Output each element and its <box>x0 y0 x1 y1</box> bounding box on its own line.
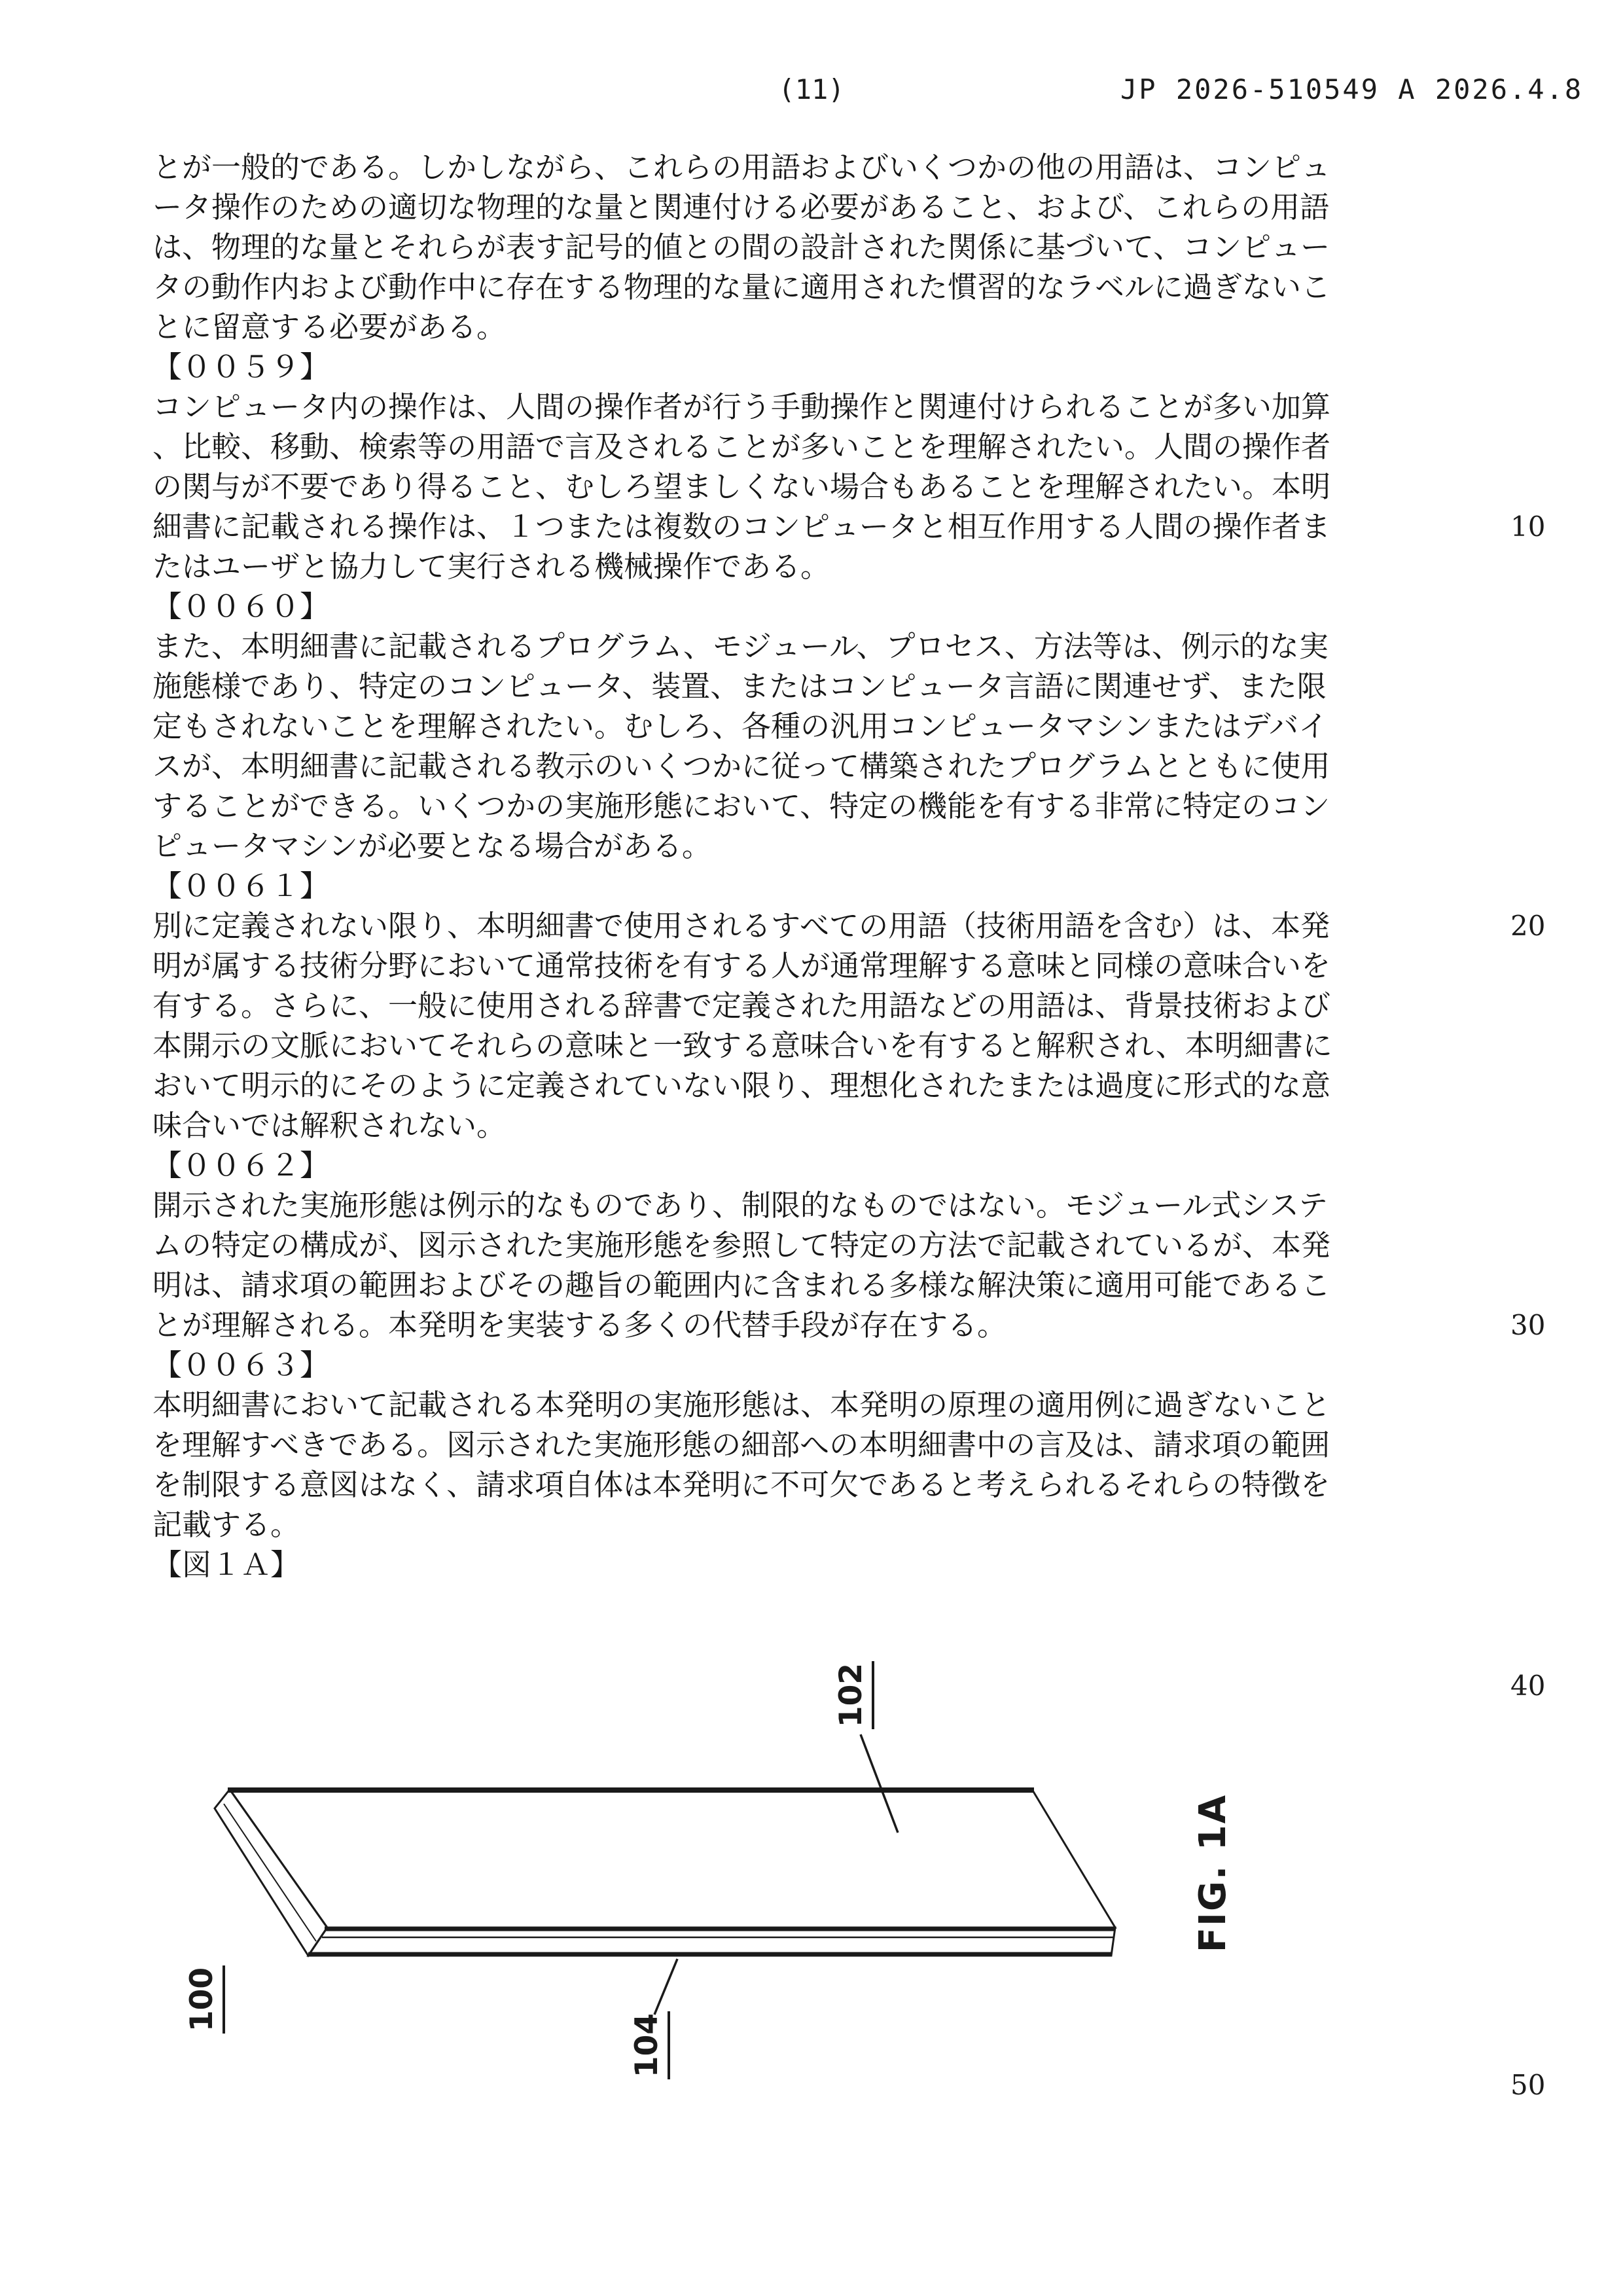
text-line: ピュータマシンが必要となる場合がある。 <box>152 829 711 863</box>
paragraph-number-0061: 【００６１】 <box>152 869 330 903</box>
ref-label-100: 100 <box>184 1967 220 2032</box>
text-line: 定もされないことを理解されたい。むしろ、各種の汎用コンピュータマシンまたはデバイ <box>152 709 1329 744</box>
text-line: コンピュータ内の操作は、人間の操作者が行う手動操作と関連付けられることが多い加算 <box>152 389 1331 424</box>
slab-top-face <box>230 1789 1115 1928</box>
text-line: スが、本明細書に記載される教示のいくつかに従って構築されたプログラムとともに使用 <box>152 749 1330 783</box>
text-line: とが一般的である。しかしながら、これらの用語およびいくつかの他の用語は、コンピュ <box>152 150 1331 185</box>
leader-line-104 <box>654 1959 677 2015</box>
text-line: 別に定義されない限り、本明細書で使用されるすべての用語（技術用語を含む）は、本発 <box>152 908 1330 943</box>
text-line: 記載する。 <box>152 1507 300 1542</box>
text-line: ムの特定の構成が、図示された実施形態を参照して特定の方法で記載されているが、本発 <box>152 1228 1331 1263</box>
text-line: することができる。いくつかの実施形態において、特定の機能を有する非常に特定のコン <box>152 789 1330 823</box>
text-line: 本明細書において記載される本発明の実施形態は、本発明の原理の適用例に過ぎないこと <box>152 1388 1331 1422</box>
text-line: 明が属する技術分野において通常技術を有する人が通常理解する意味と同様の意味合いを <box>152 948 1331 983</box>
figure-1a-drawing <box>151 1604 1296 2245</box>
margin-line-number-10: 10 <box>1510 511 1546 543</box>
paragraph-number-0060: 【００６０】 <box>152 589 330 624</box>
figure-1a <box>151 1604 1296 2245</box>
ref-label-102: 102 <box>833 1662 869 1728</box>
text-line: を理解すべきである。図示された実施形態の細部への本明細書中の言及は、請求項の範囲 <box>152 1427 1330 1462</box>
text-line: を制限する意図はなく、請求項自体は本発明に不可欠であると考えられるそれらの特徴を <box>152 1467 1330 1502</box>
body-text <box>152 147 1350 1585</box>
text-line: おいて明示的にそのように定義されていない限り、理想化されたまたは過度に形式的な意 <box>152 1068 1331 1103</box>
paragraph-number-0062: 【００６２】 <box>152 1148 330 1183</box>
margin-line-number-50: 50 <box>1510 2069 1546 2101</box>
text-line: とに留意する必要がある。 <box>152 310 507 344</box>
slab-front-face <box>308 1928 1115 1956</box>
slab-left-end-layer-line <box>224 1804 316 1941</box>
text-line: 開示された実施形態は例示的なものであり、制限的なものではない。モジュール式システ <box>152 1188 1328 1223</box>
text-line: 明は、請求項の範囲およびその趣旨の範囲内に含まれる多様な解決策に適用可能であるこ <box>152 1268 1331 1302</box>
text-line: の関与が不要であり得ること、むしろ望ましくない場合もあることを理解されたい。本明 <box>152 469 1331 504</box>
publication-number: JP 2026-510549 A 2026.4.8 <box>1120 73 1584 105</box>
margin-line-number-20: 20 <box>1510 910 1546 942</box>
margin-line-number-30: 30 <box>1510 1309 1546 1341</box>
text-line: ータ操作のための適切な物理的な量と関連付ける必要があること、および、これらの用語 <box>152 190 1330 224</box>
text-line: 細書に記載される操作は、１つまたは複数のコンピュータと相互作用する人間の操作者ま <box>152 509 1331 544</box>
text-line: 、比較、移動、検索等の用語で言及されることが多いことを理解されたい。人間の操作者 <box>152 429 1331 464</box>
page-number: (11) <box>778 73 845 105</box>
text-line: とが理解される。本発明を実装する多くの代替手段が存在する。 <box>152 1308 1007 1342</box>
text-line: 本開示の文脈においてそれらの意味と一致する意味合いを有すると解釈され、本明細書に <box>152 1028 1332 1063</box>
figure-title-label: FIG. 1A <box>1192 1793 1234 1953</box>
text-line: は、物理的な量とそれらが表す記号的値との間の設計された関係に基づいて、コンピュー <box>152 230 1330 264</box>
text-line: 有する。さらに、一般に使用される辞書で定義された用語などの用語は、背景技術および <box>152 988 1331 1023</box>
ref-label-104: 104 <box>629 2013 665 2078</box>
leader-line-102 <box>861 1734 898 1833</box>
text-line: 施態様であり、特定のコンピュータ、装置、またはコンピュータ言語に関連せず、また限 <box>152 669 1327 704</box>
text-line: たはユーザと協力して実行される機械操作である。 <box>152 549 830 584</box>
text-line: 味合いでは解釈されない。 <box>152 1108 507 1143</box>
paragraph-number-0059: 【００５９】 <box>152 350 330 384</box>
margin-line-number-40: 40 <box>1510 1670 1546 1702</box>
text-line: タの動作内および動作中に存在する物理的な量に適用された慣習的なラベルに過ぎないこ <box>152 270 1331 304</box>
figure-caption-zu1a: 【図１Ａ】 <box>152 1547 300 1582</box>
paragraph-number-0063: 【００６３】 <box>152 1348 330 1382</box>
text-line: また、本明細書に記載されるプログラム、モジュール、プロセス、方法等は、例示的な実 <box>152 629 1329 664</box>
